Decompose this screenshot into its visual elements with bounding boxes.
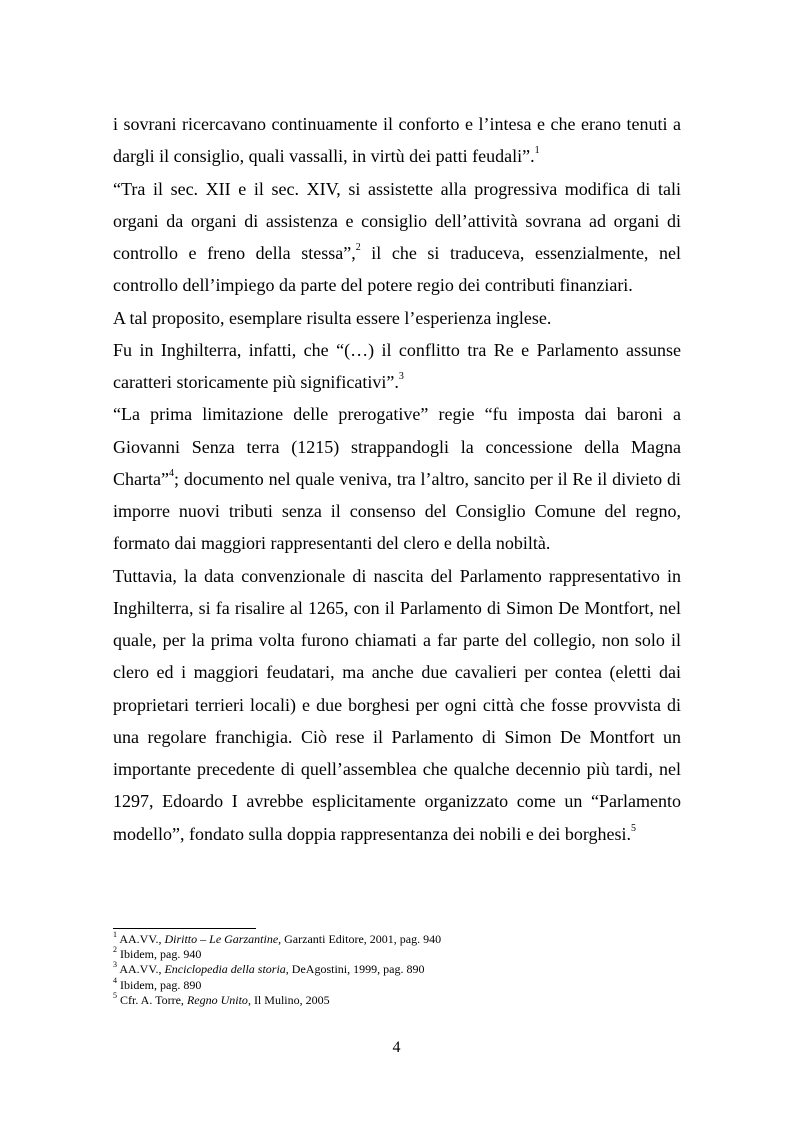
footnote-text: , Il Mulino, 2005 xyxy=(247,992,330,1007)
footnote xyxy=(113,975,681,993)
body-text xyxy=(113,108,681,850)
footnote-number: 4 xyxy=(113,975,117,985)
paragraph-text: i sovrani ricercavano continuamente il conforto e l’intesa e che erano tenuti a dargli il consiglio, quali vassalli, in virtù dei patti feudali”. xyxy=(113,114,681,167)
footnote xyxy=(113,932,681,947)
paragraph xyxy=(113,302,681,334)
footnote-title: Enciclopedia della storia xyxy=(164,962,286,977)
footnote-text: AA.VV., xyxy=(117,932,165,946)
footnote-text: Ibidem, pag. 940 xyxy=(117,947,202,962)
paragraph xyxy=(113,560,681,850)
footnote xyxy=(113,947,681,962)
footnote-separator xyxy=(113,928,256,929)
footnote-text: Cfr. A. Torre, xyxy=(117,992,187,1007)
paragraph-text: il che si traduceva, essenzialmente, nel controllo dell’impiego da parte del potere regio dei contributi finanziari. xyxy=(113,243,681,296)
footnote-number: 2 xyxy=(113,945,117,955)
footnote xyxy=(113,990,681,1008)
footnote-text: AA.VV., xyxy=(117,962,165,977)
footnote xyxy=(113,962,681,977)
paragraph xyxy=(113,108,681,173)
footnote-ref[interactable]: 5 xyxy=(631,822,637,834)
page-number: 4 xyxy=(392,1039,401,1056)
footnote-number: 3 xyxy=(113,960,117,970)
paragraph-text: A tal proposito, esemplare risulta essere l’esperienza inglese. xyxy=(113,307,552,328)
footnote-text: , Garzanti Editore, 2001, pag. 940 xyxy=(278,932,442,946)
paragraph-text: Tuttavia, la data convenzionale di nascita del Parlamento rappresentativo in Inghilterra, si fa risalire al 1265, con il Parlamento di Simon De Montfort, nel quale, per la prima volta furono chiamati a far parte del collegio, non solo il clero ed i maggiori feudatari, ma anche due cavalieri per contea (eletti dai proprietari terrieri locali) e due borghesi per ogni città che fosse provvista di una regolare franchigia. Ciò rese il Parlamento di Simon De Montfort un importante precedente di quell’assemblea che qualche decennio più tardi, nel 1297, Edoardo I avrebbe esplicitamente organizzato come un “Parlamento modello”, fondato sulla doppia rappresentanza dei nobili e dei borghesi. xyxy=(113,565,681,844)
footnotes xyxy=(113,932,681,1008)
footnote-ref[interactable]: 1 xyxy=(534,145,540,157)
paragraph-text: “Tra il sec. XII e il sec. XIV, si assistette alla progressiva modifica di tali organi da organi di assistenza e consiglio dell’attività sovrana ad organi di controllo e freno della stessa”, xyxy=(113,178,681,263)
paragraph xyxy=(113,398,681,559)
footnote-title: Diritto – Le Garzantine xyxy=(164,932,279,946)
footnote-title: Regno Unito xyxy=(186,992,248,1007)
paragraph xyxy=(113,334,681,399)
paragraph xyxy=(113,173,681,302)
footnote-number: 5 xyxy=(113,990,117,1000)
footnote-ref[interactable]: 2 xyxy=(355,242,361,253)
paragraph-text: ; documento nel quale veniva, tra l’altro, sancito per il Re il divieto di imporre nuovi tributi senza il consenso del Consiglio Comune del regno, formato dai maggiori rappresentanti del clero e della nobiltà. xyxy=(113,468,681,554)
footnote-text: Ibidem, pag. 890 xyxy=(117,977,202,992)
footnote-ref[interactable]: 4 xyxy=(168,467,174,479)
footnote-text: , DeAgostini, 1999, pag. 890 xyxy=(285,962,425,977)
paragraph-text: “La prima limitazione delle prerogative” regie “fu imposta dai baroni a Giovanni Senza terra (1215) strappandogli la concessione della Magna Charta” xyxy=(113,404,681,489)
footnote-ref[interactable]: 3 xyxy=(398,371,404,382)
paragraph-text: Fu in Inghilterra, infatti, che “(…) il conflitto tra Re e Parlamento assunse caratteri storicamente più significativi”. xyxy=(113,339,681,392)
footnote-number: 1 xyxy=(113,930,117,939)
